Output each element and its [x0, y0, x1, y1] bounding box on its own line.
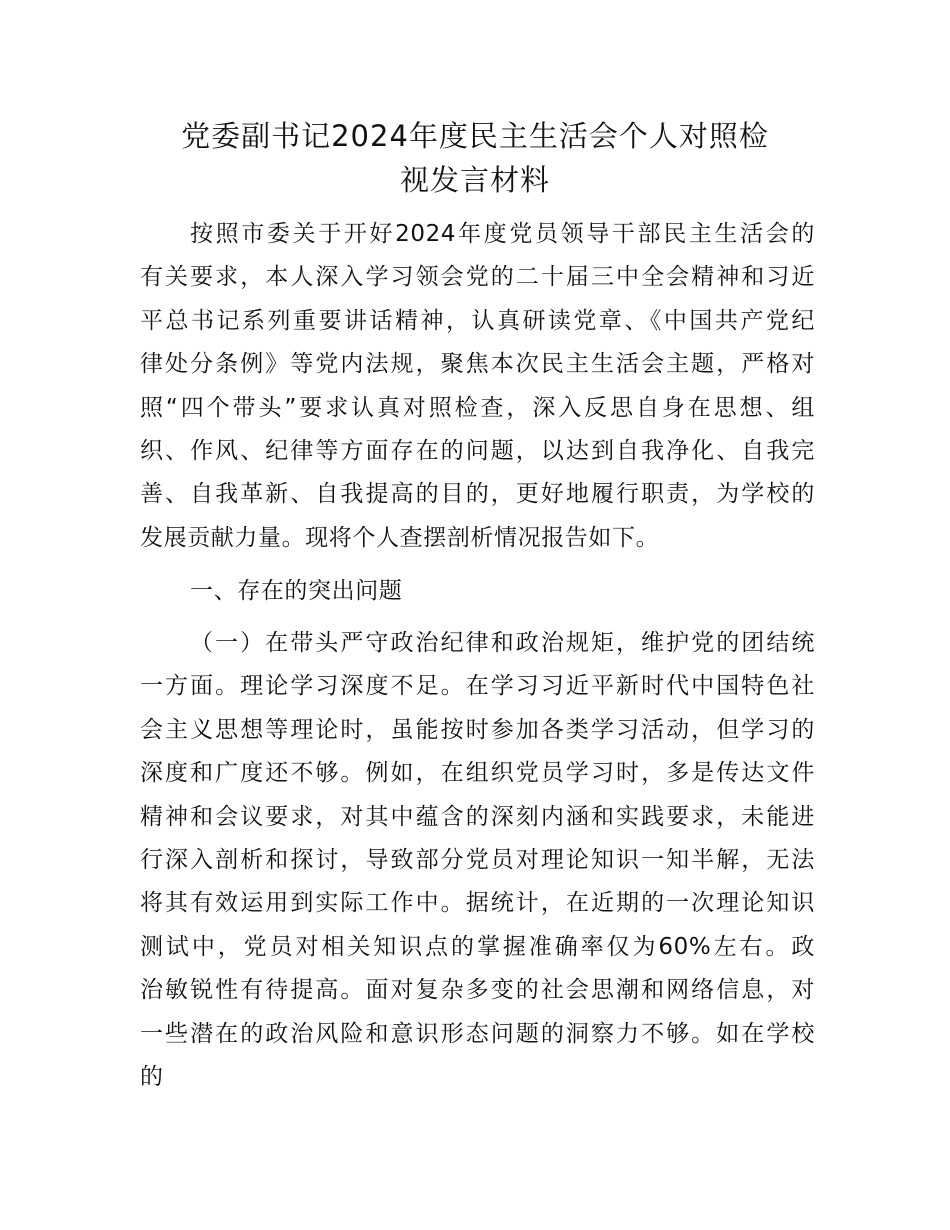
- intro-paragraph: [140, 213, 815, 560]
- document-title-line-2: 视发言材料: [399, 163, 550, 197]
- paragraph-line: 发展贡献力量。现将个人查摆剖析情况报告如下。: [140, 524, 660, 551]
- paragraph-line: 照“四个带头”要求认真对照检查，深入反思自身在思想、组: [140, 394, 815, 421]
- section-heading-block: [140, 570, 815, 613]
- paragraph-line: 行深入剖析和探讨，导致部分党员对理论知识一知半解，无法: [140, 846, 815, 873]
- paragraph-line: 治敏锐性有待提高。面对复杂多变的社会思潮和网络信息，对: [140, 977, 815, 1004]
- document-title-line-1: 党委副书记2024年度民主生活会个人对照检: [181, 119, 769, 153]
- paragraph-line: （一）在带头严守政治纪律和政治规矩，维护党的团结统: [190, 630, 815, 656]
- paragraph-line: 精神和会议要求，对其中蕴含的深刻内涵和实践要求，未能进: [140, 803, 815, 830]
- paragraph-line: 一些潜在的政治风险和意识形态问题的洞察力不够。如在学校: [140, 1020, 815, 1047]
- paragraph-line: 一方面。理论学习深度不足。在学习习近平新时代中国特色社: [140, 673, 815, 700]
- paragraph-line: 织、作风、纪律等方面存在的问题，以达到自我净化、自我完: [140, 437, 815, 464]
- paragraph-line: 会主义思想等理论时，虽能按时参加各类学习活动，但学习的: [140, 716, 815, 743]
- section-heading: 一、存在的突出问题: [190, 578, 403, 604]
- paragraph-line: 将其有效运用到实际工作中。据统计，在近期的一次理论知识: [140, 890, 815, 917]
- paragraph-line: 有关要求，本人深入学习领会党的二十届三中全会精神和习近: [140, 264, 815, 291]
- paragraph-line: 的: [140, 1063, 164, 1090]
- paragraph-line: 测试中，党员对相关知识点的掌握准确率仅为60%左右。政: [140, 933, 815, 960]
- paragraph-line: 律处分条例》等党内法规，聚焦本次民主生活会主题，严格对: [140, 351, 815, 378]
- paragraph-line: 深度和广度还不够。例如，在组织党员学习时，多是传达文件: [140, 760, 815, 787]
- paragraph-line: 善、自我革新、自我提高的目的，更好地履行职责，为学校的: [140, 481, 815, 508]
- paragraph-line: 按照市委关于开好2024年度党员领导干部民主生活会的: [190, 221, 815, 247]
- problem-paragraph: [140, 622, 815, 1099]
- paragraph-line: 平总书记系列重要讲话精神，认真研读党章、《中国共产党纪: [140, 307, 815, 334]
